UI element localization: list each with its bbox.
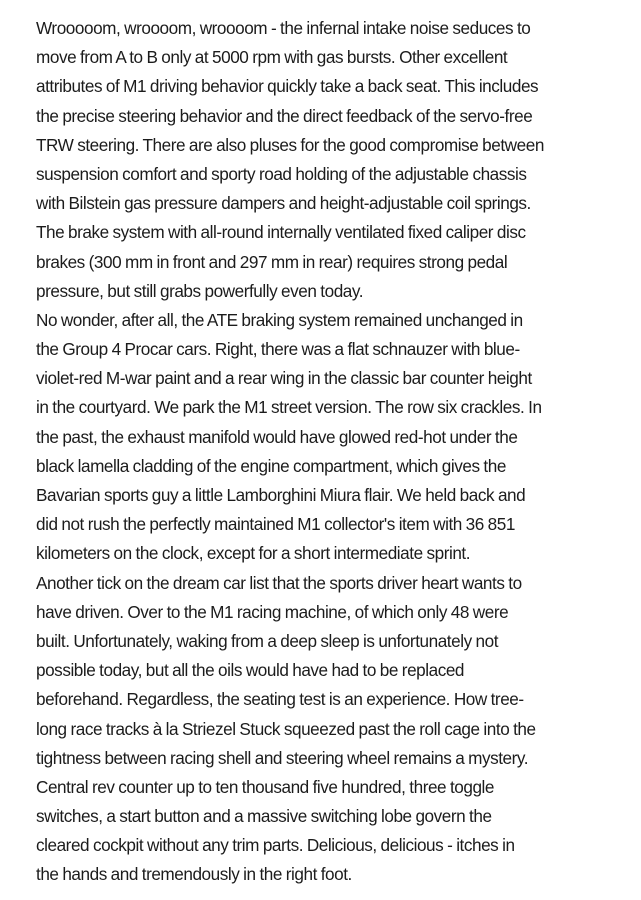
paragraph-1 (36, 14, 636, 306)
text-line: in the courtyard. We park the M1 street version. The row six crackles. In (36, 397, 542, 418)
text-line: the past, the exhaust manifold would have glowed red-hot under the (36, 426, 518, 447)
text-line: tightness between racing shell and steering wheel remains a mystery. (36, 747, 529, 768)
paragraph-2 (36, 306, 636, 569)
text-line: No wonder, after all, the ATE braking system remained unchanged in (36, 309, 523, 330)
text-line: the hands and tremendously in the right foot. (36, 864, 352, 885)
text-line: kilometers on the clock, except for a short intermediate sprint. (36, 543, 471, 564)
text-line: violet-red M-war paint and a rear wing in the classic bar counter height (36, 368, 532, 389)
text-line: Wrooooom, wroooom, wroooom - the infernal intake noise seduces to (36, 18, 531, 38)
text-line: The brake system with all-round internally ventilated fixed caliper disc (36, 222, 526, 243)
text-line: switches, a start button and a massive switching lobe govern the (36, 806, 492, 827)
text-line: with Bilstein gas pressure dampers and height-adjustable coil springs. (36, 193, 531, 214)
text-line: long race tracks à la Striezel Stuck squeezed past the roll cage into the (36, 718, 536, 739)
text-line: Bavarian sports guy a little Lamborghini Miura flair. We held back and (36, 485, 526, 505)
text-line: Another tick on the dream car list that the sports driver heart wants to (36, 572, 522, 593)
text-line: move from A to B only at 5000 rpm with gas bursts. Other excellent (36, 47, 508, 68)
text-line: black lamella cladding of the engine compartment, which gives the (36, 455, 506, 476)
text-line: cleared cockpit without any trim parts. Delicious, delicious - itches in (36, 835, 515, 856)
text-line: the precise steering behavior and the direct feedback of the servo-free (36, 105, 533, 126)
text-line: attributes of M1 driving behavior quickly take a back seat. This includes (36, 76, 539, 97)
text-line: pressure, but still grabs powerfully even today. (36, 280, 364, 301)
paragraph-3 (36, 569, 636, 890)
text-line: have driven. Over to the M1 racing machine, of which only 48 were (36, 601, 509, 622)
text-line: beforehand. Regardless, the seating test is an experience. How tree- (36, 689, 524, 710)
text-line: TRW steering. There are also pluses for the good compromise between (36, 134, 544, 155)
text-line: brakes (300 mm in front and 297 mm in rear) requires strong pedal (36, 251, 508, 272)
text-line: built. Unfortunately, waking from a deep sleep is unfortunately not (36, 630, 499, 651)
text-line: the Group 4 Procar cars. Right, there was a flat schnauzer with blue- (36, 339, 520, 360)
article-body (36, 14, 636, 890)
text-line: Central rev counter up to ten thousand five hundred, three toggle (36, 776, 495, 797)
text-line: suspension comfort and sporty road holding of the adjustable chassis (36, 163, 527, 184)
text-line: possible today, but all the oils would have had to be replaced (36, 660, 465, 681)
text-line: did not rush the perfectly maintained M1 collector's item with 36 851 (36, 514, 515, 535)
